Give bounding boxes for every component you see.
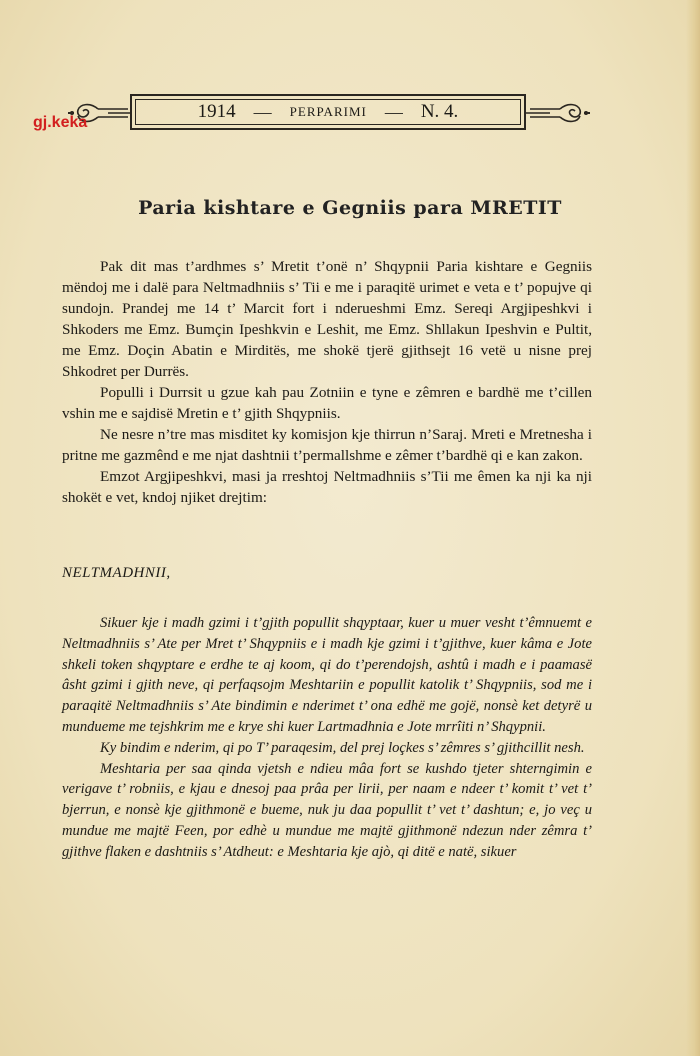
page-edge-shadow xyxy=(686,0,700,1056)
paragraph: Ne nesre n’tre mas misditet ky komisjon kje thirrun n’Saraj. Mreti e Mretnesha i pritne me gazmênd e me njat dashtnii t’permallshme e zêmer t’bardhë qi e kan zakon. xyxy=(62,426,592,464)
watermark-label: gj.keka xyxy=(33,114,88,131)
paragraph: Populli i Durrsit u gzue kah pau Zotniin e tyne e zêmren e bardhë me t’cillen vshin me e sajdisë Mretin e t’ gjith Shqypniis. xyxy=(62,384,592,422)
paragraph: Pak dit mas t’ardhmes s’ Mretit t’onë n’ Shqypnii Paria kishtare e Gegniis mëndoj me i dalë para Neltmadhniis s’ Tii e me i paraqitë urimet e veta e t’ popujve qi sundojn. Prandej me 14 t’ Marcit fort i nderueshmi Emz. Sereqi Argjipeshkvi i Shkoders me Emz. Bumçin Ipeshkvin e Leshit, me Emz. Shllakun Ipeshvin e Pultit, me Emz. Doçin Abatin e Mirditës, me shokë tjerë gjithsejt 16 vetë u nisne prej Shkodret per Durrës. xyxy=(62,258,592,380)
header-year: 1914 xyxy=(197,101,236,122)
salutation: NELTMADHNII, xyxy=(62,565,171,581)
header-journal-title: PERPARIMI xyxy=(289,104,367,119)
speech-body xyxy=(62,613,592,863)
speech-paragraph: Sikuer kje i madh gzimi i t’gjith popullit shqyptaar, kuer u muer vesht t’êmnuemt e Neltmadhniis s’ Ate per Mret t’ Shqypniis e i madh kje gzimi i t’gjithve, kuer kâma e Jote shkeli token shqyptare e erdhe te aj koom, qi do t’perendojsh, ashtû i madh e i paamasë âsht gzimi i gjith neve, qi perfaqsojm Meshtariin e popullit katolik t’ Shqypniis, sod me i paraqitë Neltmadhniis s’ Ate bindimin e nderimet t’ ona edhë me gojë, nonsè ket detyrë u mundueme me tejshkrim me e krye shi kuer Lartmadhnia e Jote mrrîiti n’ Shqypnii. xyxy=(62,615,592,735)
header-issue-number: N. 4. xyxy=(420,101,459,122)
header-dash-1: — xyxy=(253,101,272,122)
paragraph: Emzot Argjipeshkvi, masi ja rreshtoj Neltmadhniis s’Tii me êmen ka nji ka nji shokët e vet, kndoj njiket drejtim: xyxy=(62,468,592,506)
header-dash-2: — xyxy=(384,101,403,122)
speech-paragraph: Ky bindim e nderim, qi po T’ paraqesim, del prej loçkes s’ zêmres s’ gjithcillit nesh. xyxy=(100,739,585,756)
running-header xyxy=(68,94,590,134)
speech-paragraph: Meshtaria per saa qinda vjetsh e ndieu mâa fort se kushdo tjeter shterngimin e verigave t’ robniis, e kjau e dnesoj paa prâa per lirii, per naam e ndeer t’ komit t’ vet t’ bjerrun, e nonsè kje gjithmonë e bueme, nuk ju daa popullit t’ vet t’ dashtun; e, jo veç u mundue me majtë Feen, por edhè u mundue me majtë gjithmonë ndezun nder zêmra t’ gjithve flaken e dashtniis s’ Atdheut: e Meshtaria kje ajò, qi ditë e natë, sikuer xyxy=(62,760,592,860)
article-title: Paria kishtare e Gegniis para MRETIT xyxy=(138,197,562,219)
header-frame xyxy=(130,94,526,130)
article-body xyxy=(62,256,592,508)
ornament-right-icon xyxy=(526,100,590,126)
